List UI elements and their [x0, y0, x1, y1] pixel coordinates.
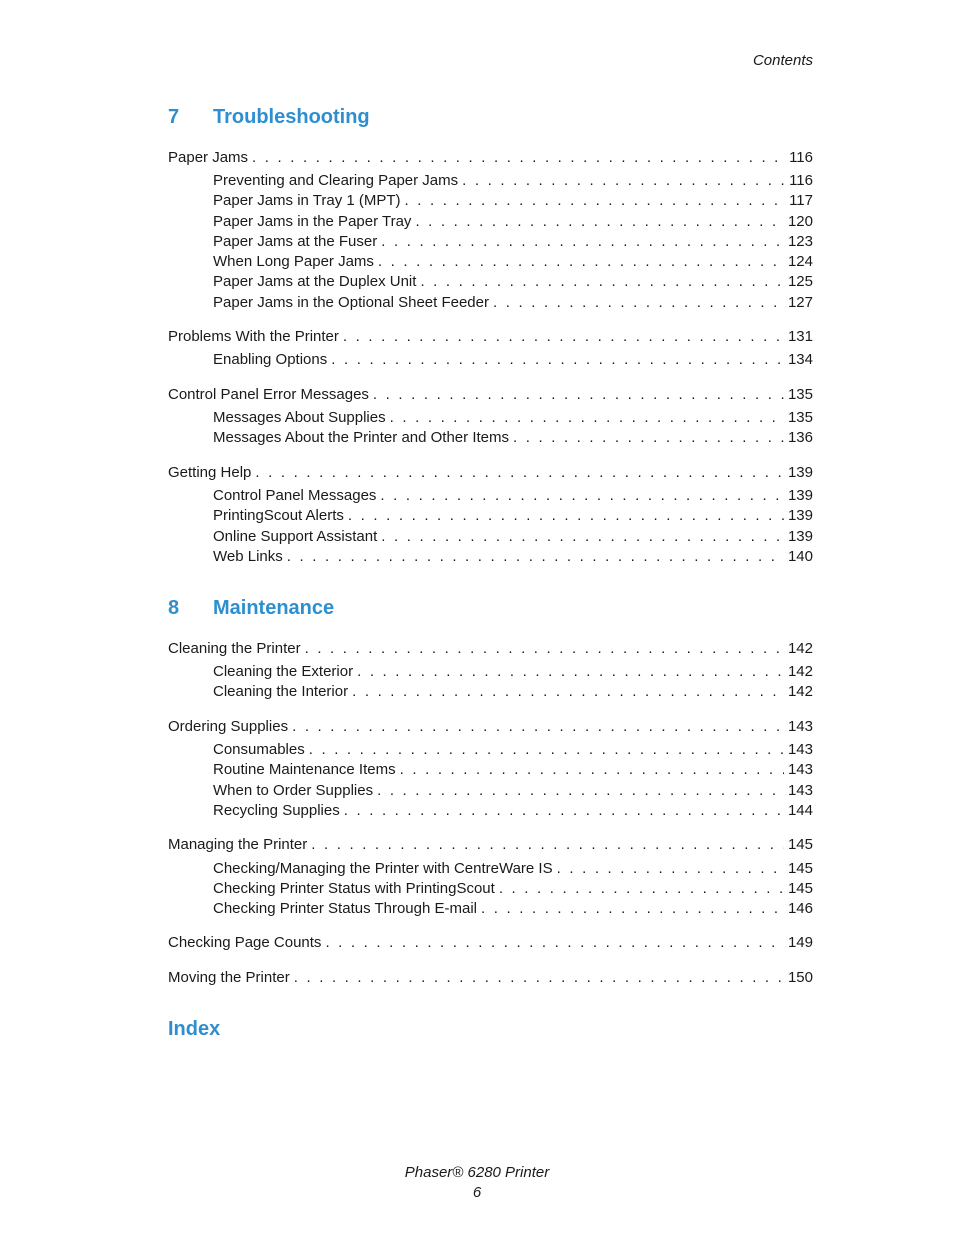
toc-entry[interactable] [213, 527, 813, 547]
dot-leader [287, 547, 784, 567]
toc-entry-title: Paper Jams in the Paper Tray [213, 213, 412, 230]
dot-leader [381, 232, 784, 252]
toc-entry[interactable] [213, 486, 813, 506]
dot-leader [294, 968, 784, 988]
dot-leader [311, 835, 784, 855]
toc-entry-page: 145 [787, 836, 813, 853]
toc-entry[interactable] [168, 327, 813, 347]
toc-entry[interactable] [213, 682, 813, 702]
toc-entry-title: Checking Page Counts [168, 934, 322, 951]
dot-leader [255, 463, 784, 483]
dot-leader [344, 801, 784, 821]
toc-entry-page: 143 [787, 741, 813, 758]
dot-leader [352, 682, 784, 702]
dot-leader [513, 428, 784, 448]
dot-leader [252, 148, 785, 168]
chapter-heading-8[interactable] [168, 597, 334, 620]
dot-leader [400, 760, 784, 780]
dot-leader [309, 740, 784, 760]
toc-entry-page: 125 [787, 273, 813, 290]
toc-entry-page: 117 [789, 192, 813, 209]
toc-entry-title: Web Links [213, 548, 283, 565]
toc-entry[interactable] [213, 350, 813, 370]
toc-entry[interactable] [168, 463, 813, 483]
toc-entry-title: Cleaning the Printer [168, 640, 301, 657]
toc-entry[interactable] [213, 859, 813, 879]
toc-entry[interactable] [213, 899, 813, 919]
toc-entry-page: 116 [789, 172, 813, 189]
toc-entry-title: When Long Paper Jams [213, 253, 374, 270]
toc-entry[interactable] [213, 212, 813, 232]
footer-page-number: 6 [472, 1184, 482, 1201]
toc-entry-title: Moving the Printer [168, 969, 290, 986]
toc-entry-title: Messages About the Printer and Other Items [213, 429, 509, 446]
toc-entry-page: 142 [787, 683, 813, 700]
toc-entry-page: 135 [787, 409, 813, 426]
toc-entry[interactable] [213, 191, 813, 211]
toc-entry-page: 139 [787, 464, 813, 481]
toc-entry-title: Cleaning the Interior [213, 683, 349, 700]
toc-entry-page: 146 [787, 900, 813, 917]
toc-entry-page: 139 [787, 507, 813, 524]
toc-entry-page: 140 [787, 548, 813, 565]
toc-entry-title: Managing the Printer [168, 836, 308, 853]
dot-leader [481, 899, 784, 919]
dot-leader [380, 486, 784, 506]
toc-entry-page: 116 [789, 149, 813, 166]
dot-leader [405, 191, 786, 211]
toc-entry[interactable] [168, 933, 813, 953]
toc-entry-page: 135 [787, 386, 813, 403]
dot-leader [357, 662, 784, 682]
toc-entry[interactable] [168, 968, 813, 988]
toc-entry-page: 134 [787, 351, 813, 368]
toc-entry[interactable] [213, 506, 813, 526]
toc-entry-title: Online Support Assistant [213, 528, 378, 545]
toc-entry[interactable] [213, 547, 813, 567]
toc-entry-page: 131 [787, 328, 813, 345]
toc-entry[interactable] [213, 801, 813, 821]
toc-entry[interactable] [213, 760, 813, 780]
footer-product: Phaser® 6280 Printer [404, 1164, 550, 1181]
toc-entry-page: 127 [787, 294, 813, 311]
chapter-title: Troubleshooting [213, 106, 370, 128]
toc-entry-page: 139 [787, 528, 813, 545]
toc-entry[interactable] [168, 639, 813, 659]
dot-leader [390, 408, 784, 428]
running-header: Contents [752, 52, 813, 69]
chapter-number: 7 [168, 106, 180, 128]
dot-leader [415, 212, 784, 232]
toc-entry-title: Paper Jams at the Duplex Unit [213, 273, 417, 290]
toc-entry-page: 120 [787, 213, 813, 230]
toc-entry-title: Paper Jams in the Optional Sheet Feeder [213, 294, 489, 311]
toc-entry-page: 143 [787, 761, 813, 778]
toc-entry-title: Messages About Supplies [213, 409, 386, 426]
toc-entry[interactable] [213, 232, 813, 252]
toc-entry-title: When to Order Supplies [213, 782, 374, 799]
toc-entry-page: 139 [787, 487, 813, 504]
dot-leader [292, 717, 784, 737]
toc-entry-page: 136 [787, 429, 813, 446]
toc-entry[interactable] [168, 717, 813, 737]
toc-entry[interactable] [168, 835, 813, 855]
toc-entry-title: Control Panel Error Messages [168, 386, 369, 403]
page-footer [0, 1163, 954, 1203]
dot-leader [305, 639, 784, 659]
dot-leader [373, 385, 784, 405]
toc-entry-page: 145 [787, 880, 813, 897]
toc-entry-title: Routine Maintenance Items [213, 761, 396, 778]
toc-entry[interactable] [213, 781, 813, 801]
index-heading[interactable]: Index [168, 1018, 221, 1040]
toc-entry-page: 142 [787, 640, 813, 657]
dot-leader [462, 171, 785, 191]
toc-entry-page: 124 [787, 253, 813, 270]
dot-leader [499, 879, 784, 899]
toc-entry-title: Cleaning the Exterior [213, 663, 354, 680]
dot-leader [493, 293, 784, 313]
toc-entry-title: Enabling Options [213, 351, 328, 368]
dot-leader [378, 252, 784, 272]
toc-entry-page: 145 [787, 860, 813, 877]
toc-entry[interactable] [213, 428, 813, 448]
toc-entry-title: Paper Jams [168, 149, 249, 166]
dot-leader [420, 272, 784, 292]
toc-entry-title: Paper Jams in Tray 1 (MPT) [213, 192, 401, 209]
toc-entry-page: 144 [787, 802, 813, 819]
toc-entry-title: PrintingScout Alerts [213, 507, 344, 524]
chapter-heading-7[interactable] [168, 106, 370, 129]
dot-leader [331, 350, 784, 370]
toc-entry[interactable] [213, 879, 813, 899]
toc-entry-page: 149 [787, 934, 813, 951]
toc-entry[interactable] [213, 171, 813, 191]
toc-entry-page: 143 [787, 718, 813, 735]
toc-entry-title: Control Panel Messages [213, 487, 377, 504]
toc-entry-title: Getting Help [168, 464, 252, 481]
dot-leader [325, 933, 784, 953]
toc-entry[interactable] [213, 272, 813, 292]
toc-entry-title: Checking Printer Status with PrintingScout [213, 880, 495, 897]
toc-entry-title: Checking/Managing the Printer with CentreWare IS [213, 860, 553, 877]
dot-leader [377, 781, 784, 801]
toc-entry-title: Ordering Supplies [168, 718, 289, 735]
toc-entry[interactable] [213, 293, 813, 313]
toc-entry-title: Paper Jams at the Fuser [213, 233, 378, 250]
toc-entry[interactable] [168, 385, 813, 405]
toc-entry[interactable] [168, 148, 813, 168]
chapter-title: Maintenance [213, 597, 335, 619]
toc-entry-page: 150 [787, 969, 813, 986]
toc-entry-title: Problems With the Printer [168, 328, 339, 345]
toc-entry[interactable] [213, 662, 813, 682]
toc-entry-title: Consumables [213, 741, 305, 758]
dot-leader [381, 527, 784, 547]
toc-entry-page: 143 [787, 782, 813, 799]
toc-entry[interactable] [213, 740, 813, 760]
toc-entry-title: Preventing and Clearing Paper Jams [213, 172, 459, 189]
toc-entry-title: Recycling Supplies [213, 802, 340, 819]
dot-leader [348, 506, 784, 526]
toc-entry[interactable] [213, 408, 813, 428]
toc-entry[interactable] [213, 252, 813, 272]
chapter-number: 8 [168, 597, 180, 619]
toc-entry-page: 142 [787, 663, 813, 680]
toc-entry-page: 123 [787, 233, 813, 250]
toc-entry-title: Checking Printer Status Through E-mail [213, 900, 478, 917]
dot-leader [343, 327, 784, 347]
dot-leader [557, 859, 784, 879]
